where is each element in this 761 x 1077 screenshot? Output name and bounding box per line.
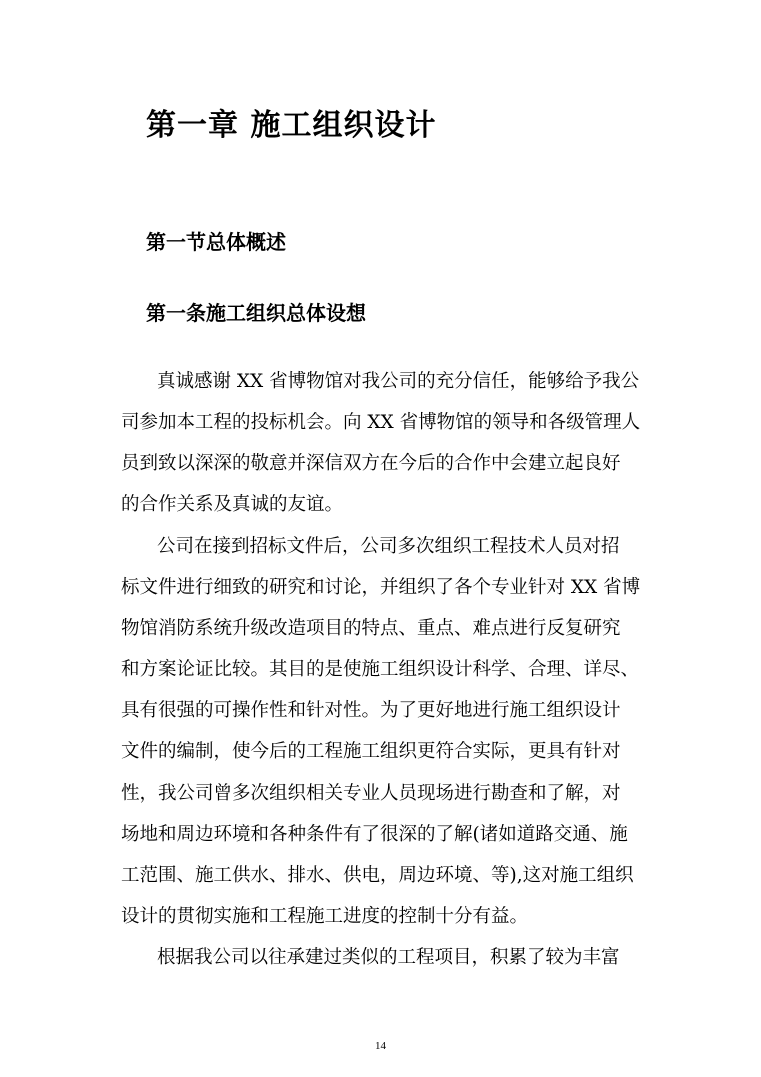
- paragraph-line: 真诚感谢 XX 省博物馆对我公司的充分信任，能够给予我公: [157, 371, 640, 392]
- chapter-title: 第一章 施工组织设计: [146, 108, 437, 143]
- paragraph-line: 公司在接到招标文件后，公司多次组织工程技术人员对招: [157, 536, 620, 557]
- paragraph-line: 性，我公司曾多次组织相关专业人员现场进行勘查和了解，对: [121, 783, 621, 804]
- paragraph-line: 标文件进行细致的研究和讨论，并组织了各个专业针对 XX 省博: [121, 577, 641, 598]
- paragraph-line: 工范围、施工供水、排水、供电，周边环境、等),这对施工组织: [121, 865, 634, 886]
- paragraph-line: 司参加本工程的投标机会。向 XX 省博物馆的领导和各级管理人: [121, 412, 641, 433]
- paragraph-line: 员到致以深深的敬意并深信双方在今后的合作中会建立起良好: [121, 453, 621, 474]
- article-title: 第一条施工组织总体设想: [146, 301, 366, 325]
- paragraph-line: 场地和周边环境和各种条件有了很深的了解(诸如道路交通、施: [121, 824, 628, 845]
- page-number: 14: [375, 1040, 386, 1052]
- paragraph-line: 物馆消防系统升级改造项目的特点、重点、难点进行反复研究: [121, 618, 621, 639]
- paragraph-line: 具有很强的可操作性和针对性。为了更好地进行施工组织设计: [121, 700, 621, 721]
- paragraph-line: 文件的编制，使今后的工程施工组织更符合实际，更具有针对: [121, 741, 621, 762]
- paragraph-line: 设计的贯彻实施和工程施工进度的控制十分有益。: [121, 906, 529, 927]
- paragraph-line: 根据我公司以往承建过类似的工程项目，积累了较为丰富: [157, 947, 620, 968]
- paragraph-line: 和方案论证比较。其目的是使施工组织设计科学、合理、详尽、: [121, 659, 640, 680]
- paragraph-line: 的合作关系及真诚的友谊。: [121, 494, 344, 515]
- section-title: 第一节总体概述: [146, 230, 286, 254]
